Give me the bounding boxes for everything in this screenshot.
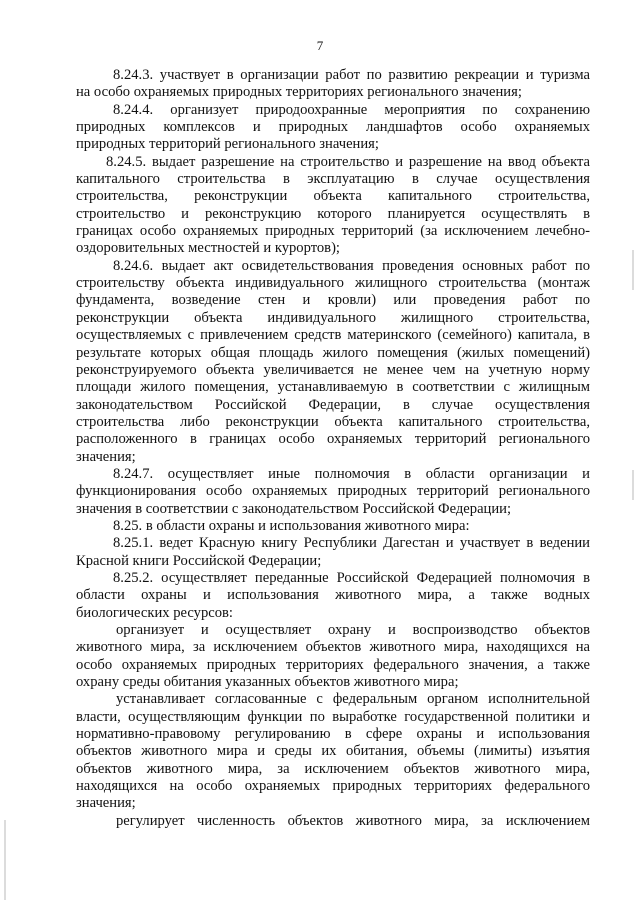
text-line: результате которых общая площадь жилого помещения (жилых помещений) (76, 344, 590, 361)
text-line: значения; (76, 795, 136, 812)
text-line: особо охраняемых природных территориях федерального значения, а также (76, 656, 590, 673)
text-line: Красной книги Российской Федерации; (76, 552, 322, 569)
text-line: охрану среды обитания указанных объектов животного мира; (76, 674, 459, 691)
text-line: реконструкции объекта индивидуального жилищного строительства, (76, 309, 590, 326)
page-number: 7 (316, 38, 324, 53)
text-line: фундамента, возведение стен и кровли) или проведения работ по (76, 292, 590, 309)
text-line: строительству объекта индивидуального жилищного строительства (монтаж (76, 275, 590, 292)
scan-edge-mark (632, 250, 634, 290)
text-line: 8.24.5. выдает разрешение на строительство и разрешение на ввод объекта (106, 153, 590, 170)
text-line: объектов животного мира и среды их обитания, объемы (лимиты) изъятия (76, 743, 590, 760)
text-line: 8.25. в области охраны и использования животного мира: (113, 517, 470, 534)
text-line: капитального строительства в эксплуатацию в случае осуществления (76, 171, 590, 188)
text-line: находящихся на особо охраняемых природных территориях федерального (76, 778, 590, 795)
text-line: осуществляемых с привлечением средств материнского (семейного) капитала, в (76, 327, 590, 344)
text-line: расположенного в границах особо охраняемых территорий регионального (76, 431, 590, 448)
text-line: 8.24.4. организует природоохранные мероприятия по сохранению (113, 101, 590, 118)
text-line: функционирования особо охраняемых природных территорий регионального (76, 483, 590, 500)
text-line: строительства, реконструкции объекта капитального строительства, (76, 188, 590, 205)
text-line: животного мира, за исключением объектов животного мира, находящихся на (76, 639, 590, 656)
text-line: нормативно-правовому регулированию в сфере охраны и использования (76, 726, 590, 743)
text-line: природных комплексов и природных ландшафтов особо охраняемых (76, 119, 590, 136)
text-line: власти, осуществляющим функции по выработке государственной политики и (76, 708, 590, 725)
text-line: биологических ресурсов: (76, 604, 233, 621)
text-line: реконструируемого объекта увеличивается не менее чем на учетную норму (76, 361, 590, 378)
text-line: объектов животного мира, за исключением объектов животного мира, (76, 760, 590, 777)
text-line: области охраны и использования животного мира, а также водных (76, 587, 590, 604)
text-line: законодательством Российской Федерации, в случае осуществления (76, 396, 590, 413)
text-line: строительства либо реконструкции объекта капитального строительства, (76, 413, 590, 430)
text-line: 8.24.7. осуществляет иные полномочия в области организации и (113, 465, 590, 482)
text-line: строительство и реконструкцию которого планируется осуществлять в (76, 205, 590, 222)
text-line: регулирует численность объектов животного мира, за исключением (116, 812, 590, 829)
text-line: 8.25.2. осуществляет переданные Российской Федерацией полномочия в (113, 569, 590, 586)
text-line: границах особо охраняемых природных территорий (за исключением лечебно- (76, 223, 590, 240)
text-line: природных территорий регионального значения; (76, 136, 379, 153)
scan-edge-mark (632, 470, 634, 500)
text-line: организует и осуществляет охрану и воспроизводство объектов (116, 622, 590, 638)
text-line: оздоровительных местностей и курортов); (76, 240, 340, 257)
text-line: значения; (76, 448, 136, 465)
text-line: значения в соответствии с законодательством Российской Федерации; (76, 500, 512, 517)
text-line: 8.25.1. ведет Красную книгу Республики Дагестан и участвует в ведении (113, 535, 590, 552)
text-line: на особо охраняемых природных территориях регионального значения; (76, 84, 522, 101)
text-line: 8.24.3. участвует в организации работ по развитию рекреации и туризма (113, 67, 590, 83)
text-line: 8.24.6. выдает акт освидетельствования проведения основных работ по (113, 257, 590, 274)
document-body (76, 67, 590, 830)
scan-edge-mark (4, 820, 6, 900)
text-line: площади жилого помещения, устанавливаемую в соответствии с жилищным (76, 379, 590, 396)
text-line: устанавливает согласованные с федеральным органом исполнительной (116, 691, 590, 708)
